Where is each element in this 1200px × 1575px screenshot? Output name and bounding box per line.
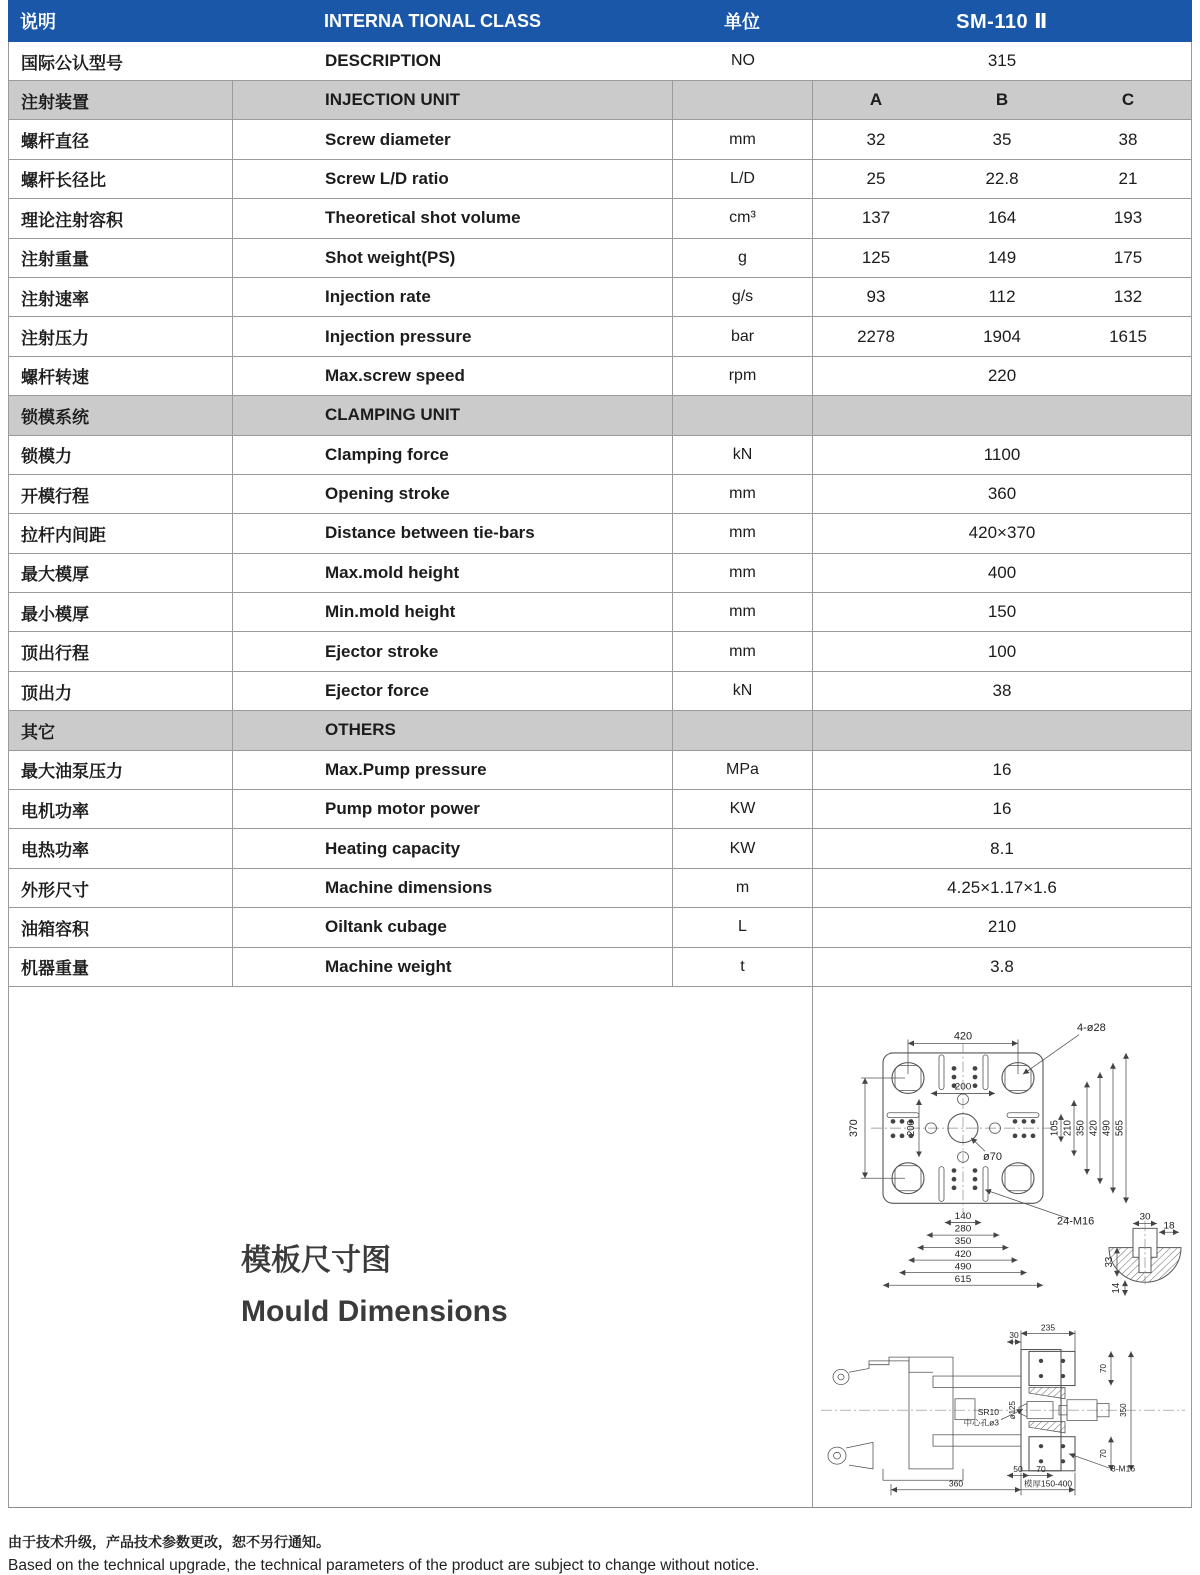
thread-callout-label: 24-M16 — [1057, 1215, 1095, 1228]
value-col-header: C — [1121, 90, 1135, 110]
spec-row — [9, 475, 1191, 514]
header-col-unit: 单位 — [724, 12, 760, 32]
spec-unit: rpm — [673, 357, 813, 395]
spec-value: 137 — [861, 208, 891, 228]
center-hole-label: ø70 — [983, 1151, 1002, 1163]
spec-label-cn: 螺杆直径 — [9, 120, 233, 158]
spec-label-en: CLAMPING UNIT — [233, 396, 673, 434]
hole-callout-label: 4-ø28 — [1077, 1021, 1106, 1034]
dim-label: 420 — [953, 1030, 973, 1043]
spec-label-cn: 最大模厚 — [9, 554, 233, 592]
spec-unit — [673, 81, 813, 119]
spec-values — [813, 672, 1191, 710]
spec-row — [9, 317, 1191, 356]
nozzle-dia-label: ø125 — [1007, 1400, 1018, 1420]
spec-values — [813, 514, 1191, 552]
spec-row — [9, 160, 1191, 199]
spec-unit: kN — [673, 672, 813, 710]
spec-unit: mm — [673, 120, 813, 158]
spec-label-cn: 最大油泵压力 — [9, 751, 233, 789]
dim-label: 70 — [1098, 1449, 1109, 1459]
spec-value: 100 — [987, 641, 1017, 661]
spec-values — [813, 751, 1191, 789]
spec-unit: L/D — [673, 160, 813, 198]
dim-label: 30 — [1139, 1211, 1151, 1223]
spec-value: 164 — [987, 208, 1017, 228]
spec-label-cn: 注射速率 — [9, 278, 233, 316]
spec-label-cn: 开模行程 — [9, 475, 233, 513]
spec-unit: t — [673, 948, 813, 986]
spec-value: 400 — [987, 562, 1017, 582]
spec-values — [813, 199, 1191, 237]
spec-values — [813, 632, 1191, 670]
dim-label: 360 — [948, 1479, 964, 1489]
spec-values — [813, 42, 1191, 80]
spec-row — [9, 239, 1191, 278]
spec-values — [813, 829, 1191, 867]
spec-unit: MPa — [673, 751, 813, 789]
spec-values — [813, 160, 1191, 198]
spec-label-cn: 注射装置 — [9, 81, 233, 119]
spec-label-en: Max.mold height — [233, 554, 673, 592]
spec-row — [9, 120, 1191, 159]
spec-label-cn: 螺杆转速 — [9, 357, 233, 395]
mold-range-label: 模厚150-400 — [1023, 1479, 1073, 1489]
dim-label: 210 — [1062, 1120, 1074, 1137]
spec-label-en: Min.mold height — [233, 593, 673, 631]
spec-row — [9, 948, 1191, 987]
spec-table — [8, 42, 1192, 987]
spec-unit — [673, 711, 813, 749]
spec-value: 16 — [992, 799, 1012, 819]
spec-unit: mm — [673, 554, 813, 592]
spec-values — [813, 790, 1191, 828]
spec-values — [813, 317, 1191, 355]
spec-label-en: Pump motor power — [233, 790, 673, 828]
spec-unit: mm — [673, 475, 813, 513]
spec-value: 25 — [866, 168, 886, 188]
spec-value: 38 — [1118, 129, 1138, 149]
spec-label-en: Clamping force — [233, 436, 673, 474]
footer-note-en: Based on the technical upgrade, the technical parameters of the product are subject to change without notice. — [8, 1556, 760, 1574]
spec-unit: m — [673, 869, 813, 907]
spec-label-cn: 最小模厚 — [9, 593, 233, 631]
spec-label-cn: 电机功率 — [9, 790, 233, 828]
mould-title-cn: 模板尺寸图 — [241, 1243, 391, 1277]
spec-values — [813, 239, 1191, 277]
dim-label: 280 — [954, 1223, 972, 1235]
thread-callout-label: 8-M16 — [1111, 1464, 1136, 1474]
center-hole-label: 中心孔ø3 — [963, 1418, 999, 1428]
spec-unit: mm — [673, 514, 813, 552]
spec-unit: g — [673, 239, 813, 277]
page-content — [8, 0, 1192, 1575]
header-model: SM-110 Ⅱ — [956, 10, 1048, 33]
spec-value: 360 — [987, 484, 1017, 504]
spec-label-en: Injection pressure — [233, 317, 673, 355]
spec-value: 420×370 — [968, 523, 1036, 543]
spec-label-cn: 机器重量 — [9, 948, 233, 986]
spec-label-en: DESCRIPTION — [325, 51, 442, 70]
spec-values — [813, 711, 1191, 749]
spec-label-en: Shot weight(PS) — [233, 239, 673, 277]
spec-unit: kN — [673, 436, 813, 474]
spec-unit: g/s — [673, 278, 813, 316]
spec-label-cn: 油箱容积 — [9, 908, 233, 946]
spec-value: 1100 — [983, 444, 1021, 464]
section-row — [9, 396, 1191, 435]
spec-label-en: Max.Pump pressure — [233, 751, 673, 789]
spec-value: 149 — [987, 247, 1017, 267]
spec-row — [9, 869, 1191, 908]
dim-label: 200 — [905, 1120, 918, 1137]
spec-label-cn: 拉杆内间距 — [9, 514, 233, 552]
spec-label-en: OTHERS — [233, 711, 673, 749]
spec-label-cn: 锁模系统 — [9, 396, 233, 434]
value-col-header: A — [869, 90, 883, 110]
spec-values — [813, 436, 1191, 474]
spec-label-en: Ejector stroke — [233, 632, 673, 670]
spec-row — [9, 436, 1191, 475]
dim-label: 105 — [1049, 1120, 1061, 1137]
header-col-cn: 说明 — [20, 12, 56, 32]
spec-label-en: Heating capacity — [233, 829, 673, 867]
spec-unit: L — [673, 908, 813, 946]
spec-value: 220 — [987, 365, 1017, 385]
footer-note-cn: 由于技术升级，产品技术参数更改，恕不另行通知。 — [8, 1533, 330, 1550]
spec-label-en: Theoretical shot volume — [233, 199, 673, 237]
dim-label: 200 — [954, 1081, 972, 1093]
platen-plate-outline — [871, 1043, 1055, 1213]
dim-label: 140 — [954, 1211, 972, 1223]
spec-label-en: Screw L/D ratio — [233, 160, 673, 198]
spec-unit: cm³ — [673, 199, 813, 237]
sr-label: SR10 — [977, 1408, 999, 1417]
spec-label-en: Machine weight — [233, 948, 673, 986]
spec-values — [813, 869, 1191, 907]
value-col-header: B — [995, 90, 1009, 110]
dim-label: 350 — [1075, 1120, 1087, 1137]
spec-label-cn: 外形尺寸 — [9, 869, 233, 907]
spec-label-cn: 顶出力 — [9, 672, 233, 710]
dim-label: 565 — [1114, 1120, 1126, 1137]
header-col-en: INTERNA TIONAL CLASS — [324, 10, 542, 31]
dim-label: 33 — [1103, 1256, 1116, 1268]
dim-label: 14 — [1110, 1282, 1123, 1294]
dim-label: 615 — [954, 1273, 972, 1285]
spec-label-en: Oiltank cubage — [233, 908, 673, 946]
spec-label-en: INJECTION UNIT — [233, 81, 673, 119]
spec-row — [9, 790, 1191, 829]
dim-label: 70 — [1098, 1363, 1109, 1373]
spec-label-cn: 注射重量 — [9, 239, 233, 277]
spec-unit: mm — [673, 632, 813, 670]
spec-unit: bar — [673, 317, 813, 355]
spec-row — [9, 42, 1191, 81]
spec-value: 16 — [992, 759, 1012, 779]
mould-title-cell — [9, 987, 813, 1507]
spec-row — [9, 278, 1191, 317]
spec-label-cn: 锁模力 — [9, 436, 233, 474]
spec-value: 22.8 — [985, 168, 1019, 188]
section-row — [9, 711, 1191, 750]
platen-front-view-drawing — [813, 999, 1193, 1317]
dim-label: 370 — [847, 1119, 861, 1137]
spec-label-cn: 注射压力 — [9, 317, 233, 355]
spec-row — [9, 829, 1191, 868]
spec-values — [813, 593, 1191, 631]
spec-values — [813, 948, 1191, 986]
spec-values — [813, 357, 1191, 395]
drawing-area — [813, 987, 1191, 1507]
spec-label-en: Injection rate — [233, 278, 673, 316]
dim-label: 70 — [1036, 1465, 1046, 1475]
spec-unit — [673, 396, 813, 434]
dim-label: 18 — [1163, 1220, 1175, 1232]
spec-value: 150 — [987, 602, 1017, 622]
spec-value: 35 — [992, 129, 1012, 149]
dim-label: 30 — [1009, 1331, 1019, 1341]
spec-values — [813, 475, 1191, 513]
spec-value: 132 — [1113, 287, 1143, 307]
spec-value: 21 — [1118, 168, 1138, 188]
spec-values — [813, 554, 1191, 592]
spec-label-en: Ejector force — [233, 672, 673, 710]
spec-value: 93 — [866, 287, 886, 307]
spec-value: 2278 — [857, 326, 895, 346]
spec-row — [9, 751, 1191, 790]
spec-value: 1615 — [1109, 326, 1147, 346]
spec-label-cn: 电热功率 — [9, 829, 233, 867]
spec-label-cn: 国际公认型号 — [21, 53, 123, 73]
spec-values — [813, 908, 1191, 946]
side-view-dimensions — [891, 1324, 1135, 1496]
dim-label: 490 — [954, 1261, 972, 1273]
spec-value: 38 — [992, 681, 1012, 701]
spec-row — [9, 514, 1191, 553]
mould-title-en: Mould Dimensions — [241, 1294, 508, 1328]
dim-label: 490 — [1101, 1120, 1113, 1137]
spec-value: 315 — [987, 51, 1017, 70]
spec-value: 193 — [1113, 208, 1143, 228]
platen-side-view-drawing — [813, 1323, 1193, 1503]
spec-value: 4.25×1.17×1.6 — [947, 878, 1057, 897]
table-header-row — [8, 0, 1192, 42]
spec-value: 175 — [1113, 247, 1143, 267]
spec-value: 112 — [988, 287, 1016, 307]
spec-label-cn: 顶出行程 — [9, 632, 233, 670]
spec-value: 210 — [987, 917, 1017, 937]
spec-row — [9, 357, 1191, 396]
spec-values — [813, 278, 1191, 316]
dim-label: 350 — [1118, 1403, 1129, 1417]
spec-row — [9, 908, 1191, 947]
spec-row — [9, 554, 1191, 593]
spec-label-en: Machine dimensions — [233, 869, 673, 907]
spec-unit: mm — [673, 593, 813, 631]
spec-value: 3.8 — [990, 956, 1014, 976]
dim-label: 420 — [954, 1248, 972, 1260]
mould-dimensions-panel — [8, 987, 1192, 1508]
spec-value: 125 — [861, 247, 891, 267]
dim-label: 50 — [1013, 1465, 1023, 1475]
spec-unit: KW — [673, 790, 813, 828]
spec-values — [813, 396, 1191, 434]
spec-label-en: Max.screw speed — [233, 357, 673, 395]
spec-label-en: Distance between tie-bars — [233, 514, 673, 552]
spec-value: 8.1 — [990, 838, 1014, 858]
spec-row — [9, 593, 1191, 632]
spec-label-cn: 理论注射容积 — [9, 199, 233, 237]
dim-label: 235 — [1040, 1323, 1056, 1333]
spec-label-en: Opening stroke — [233, 475, 673, 513]
spec-unit: KW — [673, 829, 813, 867]
spec-row — [9, 672, 1191, 711]
dim-label: 420 — [1088, 1120, 1100, 1137]
spec-label-cn: 其它 — [9, 711, 233, 749]
spec-unit: NO — [731, 52, 755, 69]
section-row — [9, 81, 1191, 120]
dim-label: 350 — [954, 1236, 972, 1248]
spec-label-en: Screw diameter — [233, 120, 673, 158]
platen-dimensions — [848, 1022, 1126, 1285]
spec-value: 32 — [866, 129, 886, 149]
tslot-detail-view — [1104, 1212, 1181, 1296]
spec-row — [9, 199, 1191, 238]
spec-values — [813, 120, 1191, 158]
spec-row — [9, 632, 1191, 671]
spec-values — [813, 81, 1191, 119]
footer-note — [8, 1508, 1192, 1575]
spec-label-cn: 螺杆长径比 — [9, 160, 233, 198]
spec-value: 1904 — [983, 326, 1021, 346]
